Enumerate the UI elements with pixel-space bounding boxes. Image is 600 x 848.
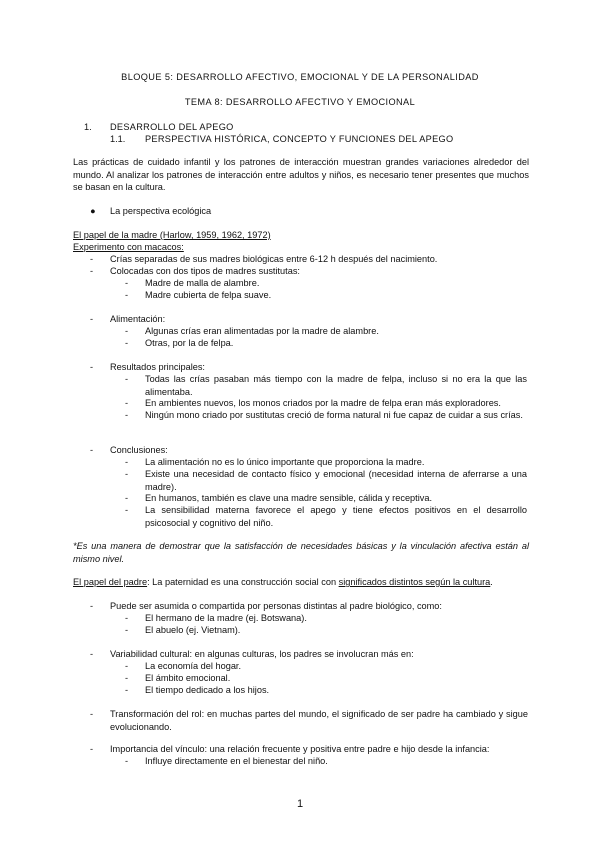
madre-note: *Es una manera de demostrar que la satisfacción de necesidades básicas y la vinculación afectiva están al mismo nivel.: [73, 541, 529, 564]
list-item: - La alimentación no es lo único importante que proporciona la madre.: [145, 456, 527, 469]
list-item: - Madre de malla de alambre.: [145, 277, 259, 290]
list-item: - Madre cubierta de felpa suave.: [145, 289, 271, 302]
list-item: - En humanos, también es clave una madre sensible, cálida y receptiva.: [145, 492, 527, 505]
asumida-label: - Puede ser asumida o compartida por personas distintas al padre biológico, como:: [110, 600, 442, 613]
list-item: - Colocadas con dos tipos de madres sustitutas:: [110, 265, 300, 278]
conclusiones-label: - Conclusiones:: [110, 444, 168, 457]
padre-title: El papel del padre: [73, 577, 148, 587]
list-item: - En ambientes nuevos, los monos criados por la madre de felpa eran más exploradores.: [145, 397, 527, 410]
variabilidad-label: - Variabilidad cultural: en algunas culturas, los padres se involucran más en:: [110, 648, 414, 661]
padre-lead: : La paternidad es una construcción social con: [147, 577, 339, 587]
madre-title: El papel de la madre (Harlow, 1959, 1962, 1972): [73, 230, 271, 240]
section-number: 1.: [84, 122, 92, 132]
list-item: - Influye directamente en el bienestar del niño.: [145, 755, 328, 768]
alimentacion-label: - Alimentación:: [110, 313, 165, 326]
resultados-label: - Resultados principales:: [110, 361, 205, 374]
block-title: BLOQUE 5: DESARROLLO AFECTIVO, EMOCIONAL Y DE LA PERSONALIDAD: [121, 72, 479, 82]
list-item: - El tiempo dedicado a los hijos.: [145, 684, 269, 697]
intro-paragraph: Las prácticas de cuidado infantil y los patrones de interacción muestran grandes variaciones alrededor del mundo. Al analizar los patrones de interacción entre adultos y niños, es necesario tener presentes que muchos se basan en la cultura.: [73, 157, 529, 192]
transformacion-item: - Transformación del rol: en muchas partes del mundo, el significado de ser padre ha cambiado y sigue evolucionando.: [110, 708, 528, 733]
theme-title: TEMA 8: DESARROLLO AFECTIVO Y EMOCIONAL: [184, 97, 416, 107]
list-item: - La sensibilidad materna favorece el apego y tiene efectos positivos en el desarrollo psicosocial y cognitivo del niño.: [145, 504, 527, 529]
list-item: - El abuelo (ej. Vietnam).: [145, 624, 240, 637]
list-item: - Crías separadas de sus madres biológicas entre 6-12 h después del nacimiento.: [110, 253, 437, 266]
page-number: 1: [296, 798, 304, 810]
list-item: - El ámbito emocional.: [145, 672, 230, 685]
bullet-dot-icon: ●: [90, 206, 96, 216]
list-item: - Otras, por la de felpa.: [145, 337, 233, 350]
subsection-title: PERSPECTIVA HISTÓRICA, CONCEPTO Y FUNCIONES DEL APEGO: [145, 134, 454, 144]
subsection-number: 1.1.: [110, 134, 126, 144]
padre-heading: [73, 576, 533, 589]
list-item: - La economía del hogar.: [145, 660, 241, 673]
padre-underlined: significados distintos según la cultura: [338, 577, 491, 587]
madre-subtitle: Experimento con macacos:: [73, 242, 184, 252]
list-item: - Algunas crías eran alimentadas por la madre de alambre.: [145, 325, 379, 338]
padre-tail: .: [490, 577, 493, 587]
bullet-ecologica: La perspectiva ecológica: [110, 206, 212, 216]
list-item: - El hermano de la madre (ej. Botswana).: [145, 612, 307, 625]
list-item: - Ningún mono criado por sustitutas creció de forma natural ni fue capaz de cuidar a sus crías.: [145, 409, 527, 422]
section-title: DESARROLLO DEL APEGO: [110, 122, 234, 132]
list-item: - Todas las crías pasaban más tiempo con la madre de felpa, incluso si no era la que las alimentaba.: [145, 373, 527, 398]
list-item: - Existe una necesidad de contacto físico y emocional (necesidad interna de aferrarse a una madre).: [145, 468, 527, 493]
importancia-label: - Importancia del vínculo: una relación frecuente y positiva entre padre e hijo desde la infancia:: [110, 743, 489, 756]
